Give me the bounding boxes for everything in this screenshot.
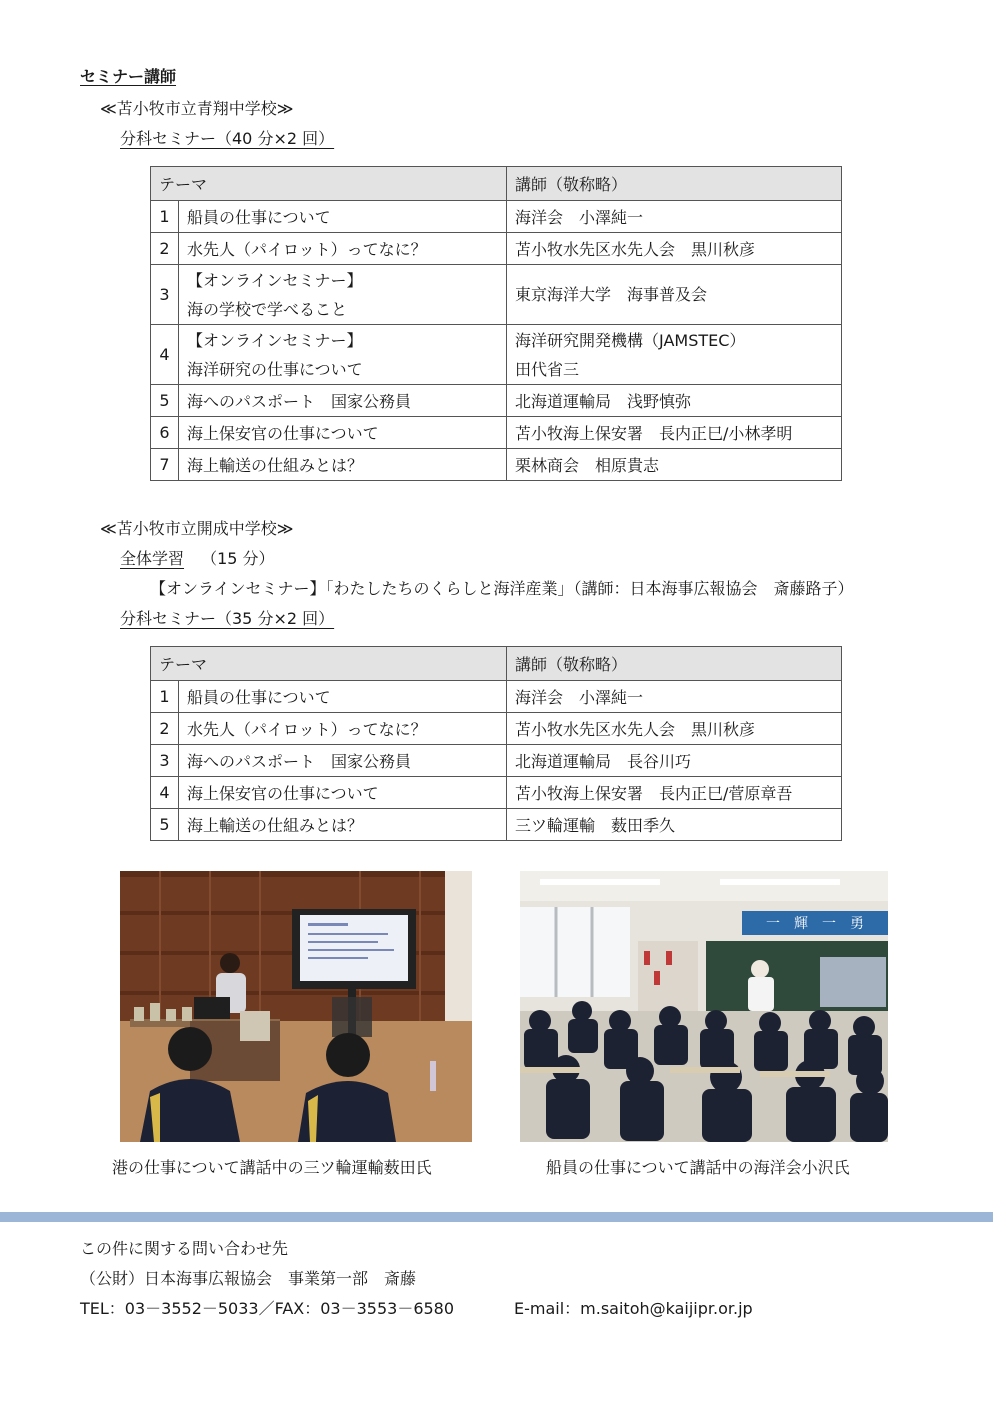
theme-line: 海洋研究の仕事について	[187, 359, 363, 379]
table-row	[151, 449, 842, 481]
table-row	[151, 745, 842, 777]
page-heading: セミナー講師	[80, 67, 177, 86]
lecturer-line: 苫小牧水先区水先人会 黒川秋彦	[515, 720, 756, 739]
row-lecturer	[507, 265, 842, 325]
row-theme	[179, 745, 507, 777]
lecturer-line: 苫小牧海上保安署 長内正巳/小林孝明	[515, 424, 793, 443]
row-lecturer	[507, 385, 842, 417]
lecturer-line: 苫小牧水先区水先人会 黒川秋彦	[515, 240, 756, 259]
footer-divider	[0, 1212, 993, 1222]
row-number: 5	[151, 385, 179, 417]
table-row	[151, 325, 842, 385]
theme-line: 海上輸送の仕組みとは？	[187, 816, 364, 835]
photo-seafarer-lecture-image	[520, 871, 888, 1142]
row-lecturer	[507, 713, 842, 745]
theme-line: 海上輸送の仕組みとは？	[187, 456, 364, 475]
photo-port-lecture-image	[120, 871, 472, 1142]
theme-line: 海の学校で学べること	[187, 299, 348, 319]
row-theme	[179, 325, 507, 385]
row-lecturer	[507, 809, 842, 841]
contact-email[interactable]: E-mail：m.saitoh@kaijipr.or.jp	[514, 1299, 753, 1318]
row-number: 1	[151, 201, 179, 233]
row-theme	[179, 777, 507, 809]
photo-seafarer-caption: 船員の仕事について講話中の海洋会小沢氏	[546, 1158, 850, 1177]
photo-port-lecture	[120, 871, 472, 1142]
table-row	[151, 417, 842, 449]
photo-seafarer-lecture	[520, 871, 888, 1142]
col-lecturer-header: 講師（敬称略）	[507, 647, 842, 681]
row-lecturer	[507, 449, 842, 481]
lecturer-line: 三ツ輪運輸 薮田季久	[515, 816, 676, 835]
classroom-banner-text: 一 輝 一 勇	[766, 916, 864, 932]
row-lecturer	[507, 417, 842, 449]
table-row	[151, 809, 842, 841]
row-number: 4	[151, 325, 179, 385]
lecturer-line: 栗林商会 相原貴志	[515, 456, 660, 475]
table-header-row	[151, 647, 842, 681]
lecturer-line: 海洋会 小澤純一	[515, 208, 644, 227]
row-lecturer	[507, 201, 842, 233]
row-number: 2	[151, 233, 179, 265]
theme-line: 船員の仕事について	[187, 208, 331, 227]
col-theme-header: テーマ	[151, 647, 507, 681]
theme-line: 海上保安官の仕事について	[187, 784, 379, 803]
table-row	[151, 681, 842, 713]
row-theme	[179, 265, 507, 325]
row-lecturer	[507, 681, 842, 713]
row-lecturer	[507, 233, 842, 265]
lecturer-line: 田代省三	[515, 359, 580, 379]
row-theme	[179, 417, 507, 449]
school1-name: ≪苫小牧市立青翔中学校≫	[100, 99, 294, 118]
theme-line: 海へのパスポート 国家公務員	[187, 752, 412, 771]
row-lecturer	[507, 745, 842, 777]
row-lecturer	[507, 325, 842, 385]
theme-line: 海上保安官の仕事について	[187, 424, 379, 443]
contact-tel-fax: TEL：03－3552－5033／FAX：03－3553－6580	[80, 1299, 455, 1318]
table-row	[151, 713, 842, 745]
row-number: 4	[151, 777, 179, 809]
row-number: 3	[151, 265, 179, 325]
lecturer-line: 苫小牧海上保安署 長内正巳/菅原章吾	[515, 784, 793, 803]
contact-org: （公財）日本海事広報協会 事業第一部 斎藤	[80, 1269, 417, 1288]
table-row	[151, 265, 842, 325]
row-number: 1	[151, 681, 179, 713]
lecturer-line: 海洋会 小澤純一	[515, 688, 644, 707]
table-header-row	[151, 167, 842, 201]
school2-general-duration: （15 分）	[201, 549, 275, 568]
row-number: 7	[151, 449, 179, 481]
row-lecturer	[507, 777, 842, 809]
table-row	[151, 201, 842, 233]
school2-general-row	[120, 546, 275, 569]
lecturer-line: 北海道運輸局 長谷川巧	[515, 752, 692, 771]
row-theme	[179, 681, 507, 713]
row-number: 3	[151, 745, 179, 777]
theme-line: 【オンラインセミナー】	[187, 330, 363, 350]
school2-general-detail: 【オンラインセミナー】「わたしたちのくらしと海洋産業」（講師：日本海事広報協会 斎藤路子）	[150, 579, 854, 598]
row-number: 2	[151, 713, 179, 745]
lecturer-line: 北海道運輸局 浅野慎弥	[515, 392, 692, 411]
theme-line: 海へのパスポート 国家公務員	[187, 392, 412, 411]
col-lecturer-header: 講師（敬称略）	[507, 167, 842, 201]
theme-line: 船員の仕事について	[187, 688, 331, 707]
school1-seminar-table	[150, 166, 842, 481]
table-row	[151, 777, 842, 809]
row-theme	[179, 385, 507, 417]
row-number: 6	[151, 417, 179, 449]
school2-session-label: 分科セミナー（35 分×2 回）	[120, 609, 335, 628]
row-theme	[179, 449, 507, 481]
school2-seminar-table	[150, 646, 842, 841]
row-theme	[179, 201, 507, 233]
row-number: 5	[151, 809, 179, 841]
lecturer-line: 東京海洋大学 海事普及会	[515, 285, 708, 304]
school2-general-label: 全体学習	[120, 549, 185, 568]
table-row	[151, 385, 842, 417]
theme-line: 【オンラインセミナー】	[187, 270, 363, 290]
contact-title: この件に関する問い合わせ先	[80, 1239, 289, 1258]
theme-line: 水先人（パイロット）ってなに？	[187, 720, 427, 739]
theme-line: 水先人（パイロット）ってなに？	[187, 240, 427, 259]
photo-port-caption: 港の仕事について講話中の三ツ輪運輸薮田氏	[112, 1158, 432, 1177]
school2-name: ≪苫小牧市立開成中学校≫	[100, 519, 294, 538]
row-theme	[179, 233, 507, 265]
row-theme	[179, 713, 507, 745]
lecturer-line: 海洋研究開発機構（JAMSTEC）	[515, 330, 746, 350]
col-theme-header: テーマ	[151, 167, 507, 201]
table-row	[151, 233, 842, 265]
row-theme	[179, 809, 507, 841]
school1-session-label: 分科セミナー（40 分×2 回）	[120, 129, 335, 148]
